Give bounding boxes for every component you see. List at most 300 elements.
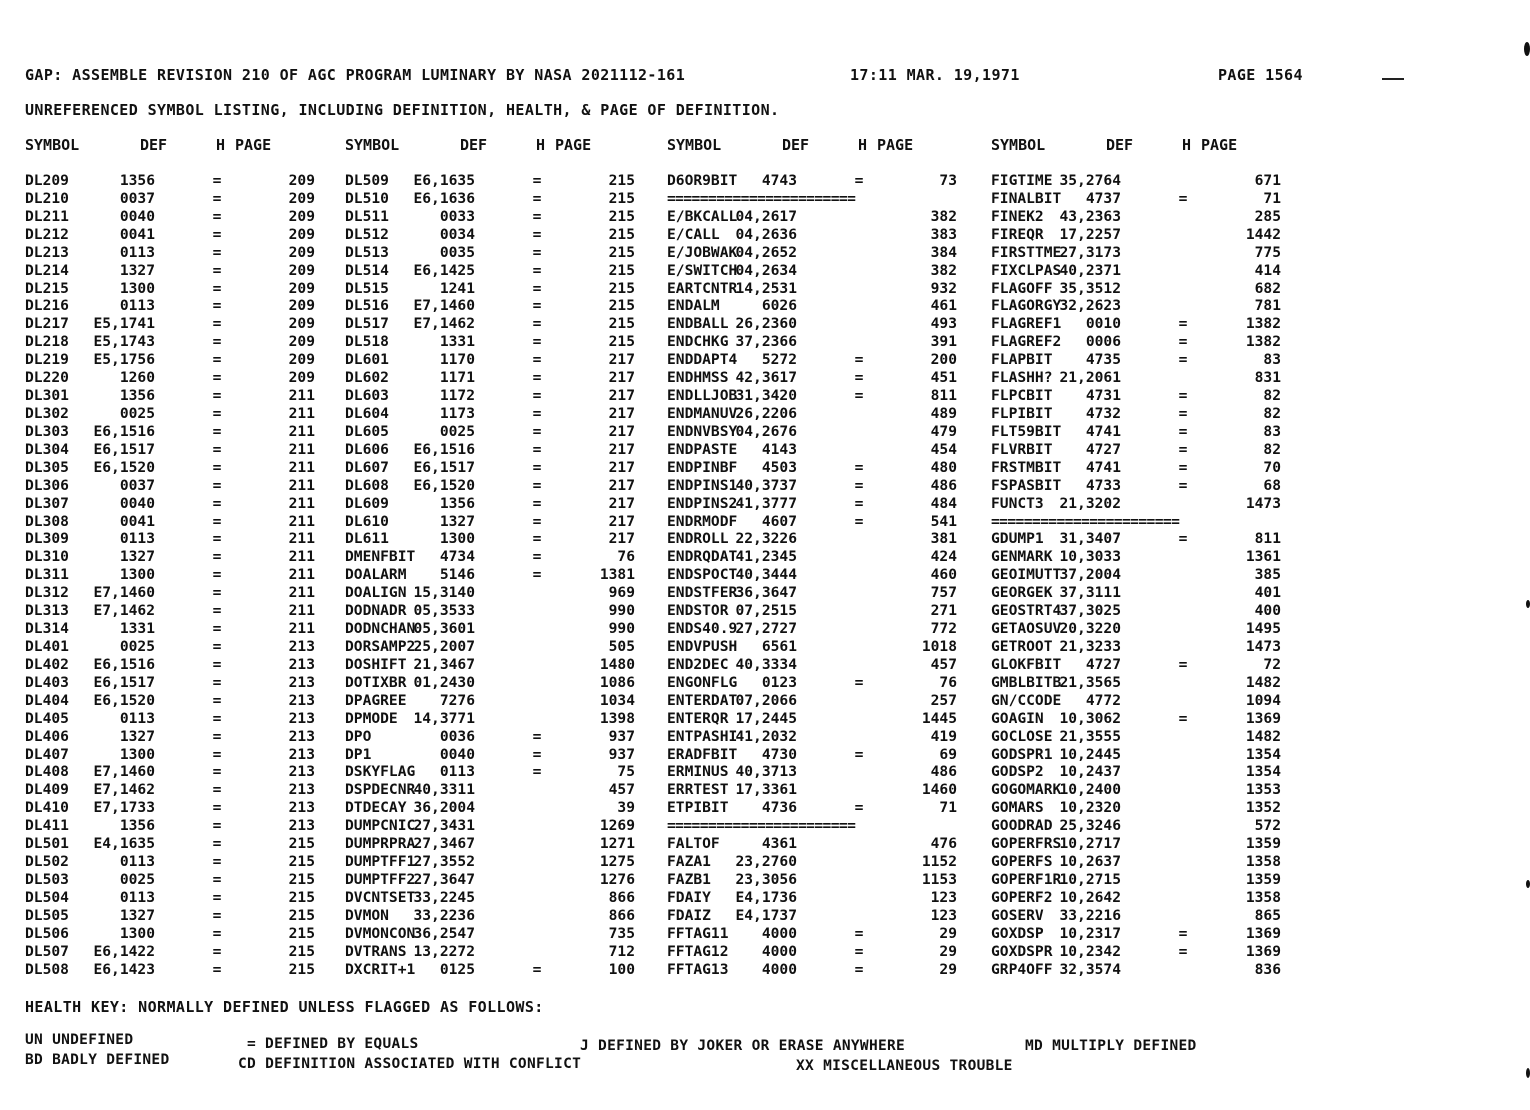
- page-ref: 457: [608, 781, 635, 799]
- symbol-column-2: [345, 172, 645, 978]
- definition-value: 6026: [761, 297, 797, 315]
- definition-value: 4735: [1085, 351, 1121, 369]
- definition-value: 20,3220: [1059, 620, 1121, 638]
- listing-timestamp: 17:11 MAR. 19,1971: [850, 66, 1020, 84]
- symbol-name: DL304: [25, 440, 69, 458]
- definition-value: E7,1462: [413, 315, 475, 333]
- symbol-name: FLPIBIT: [991, 404, 1053, 422]
- table-row: [991, 208, 1291, 226]
- health-flag: =: [1178, 422, 1188, 440]
- table-row: [25, 674, 325, 692]
- table-row: [667, 853, 967, 871]
- definition-value: 0123: [761, 673, 797, 691]
- symbol-name: FIREQR: [991, 225, 1044, 243]
- scan-mark: [1526, 600, 1530, 608]
- symbol-name: DL602: [345, 369, 389, 387]
- health-flag: =: [854, 172, 864, 189]
- table-row: [667, 889, 967, 907]
- health-flag: =: [532, 172, 542, 189]
- health-flag: =: [212, 172, 222, 189]
- definition-value: 10,2637: [1059, 853, 1121, 871]
- health-flag: =: [212, 602, 222, 620]
- table-row: [25, 172, 325, 190]
- symbol-name: DL510: [345, 189, 389, 207]
- health-flag: =: [1178, 655, 1188, 673]
- health-flag: =: [212, 763, 222, 781]
- definition-value: 41,3777: [735, 494, 797, 512]
- symbol-name: GOODRAD: [991, 817, 1053, 835]
- symbol-name: DL604: [345, 404, 389, 422]
- health-flag: =: [854, 476, 864, 494]
- table-row: [345, 602, 645, 620]
- page-ref: 211: [288, 404, 315, 422]
- definition-value: E4,1736: [735, 888, 797, 906]
- health-flag: =: [532, 351, 542, 369]
- definition-value: 10,2445: [1059, 745, 1121, 763]
- definition-value: 43,2363: [1059, 207, 1121, 225]
- page-ref: 209: [288, 207, 315, 225]
- symbol-name: DL402: [25, 655, 69, 673]
- definition-value: E7,1733: [93, 799, 155, 817]
- table-row: [667, 495, 967, 513]
- table-row: [667, 925, 967, 943]
- definition-value: 4727: [1085, 655, 1121, 673]
- page-ref: 391: [930, 333, 957, 351]
- table-row: [667, 835, 967, 853]
- table-row: [345, 692, 645, 710]
- table-row: [991, 763, 1291, 781]
- symbol-name: DL501: [25, 835, 69, 853]
- symbol-name: DL610: [345, 512, 389, 530]
- definition-value: 04,2634: [735, 261, 797, 279]
- page-ref: 937: [608, 745, 635, 763]
- symbol-name: E/BKCALL: [667, 207, 738, 225]
- page-ref: 1495: [1245, 620, 1281, 638]
- table-row: [667, 907, 967, 925]
- symbol-name: DL311: [25, 566, 69, 584]
- page-ref: 211: [288, 530, 315, 548]
- page-ref: 215: [608, 261, 635, 279]
- symbol-name: ENTERQR: [667, 709, 729, 727]
- definition-value: E6,1517: [413, 458, 475, 476]
- symbol-name: GOPERF1R: [991, 870, 1062, 888]
- definition-value: 1356: [119, 817, 155, 835]
- table-row: [25, 961, 325, 979]
- page-ref: 1086: [599, 673, 635, 691]
- definition-value: 23,3056: [735, 870, 797, 888]
- page-ref: 209: [288, 243, 315, 261]
- column-header-3: [667, 136, 967, 156]
- table-row: [667, 459, 967, 477]
- health-flag: =: [212, 476, 222, 494]
- page-ref: 1473: [1245, 494, 1281, 512]
- symbol-name: ENDSTOR: [667, 602, 729, 620]
- page-ref: 1354: [1245, 745, 1281, 763]
- page-ref: 209: [288, 189, 315, 207]
- scan-mark: [1526, 880, 1530, 888]
- symbol-name: FLAGORGY: [991, 297, 1062, 315]
- table-row: [667, 333, 967, 351]
- page-ref: 451: [930, 369, 957, 387]
- definition-value: 21,3565: [1059, 673, 1121, 691]
- health-flag: =: [212, 817, 222, 835]
- table-row: [667, 548, 967, 566]
- definition-value: 4732: [1085, 404, 1121, 422]
- symbol-name: FLT59BIT: [991, 422, 1062, 440]
- definition-value: 37,3025: [1059, 602, 1121, 620]
- table-row: [991, 459, 1291, 477]
- page-ref: 211: [288, 494, 315, 512]
- definition-value: 0125: [439, 960, 475, 978]
- symbol-name: ENDDAPT4: [667, 351, 738, 369]
- page-ref: 1358: [1245, 888, 1281, 906]
- symbol-name: GLOKFBIT: [991, 655, 1062, 673]
- symbol-name: DL504: [25, 888, 69, 906]
- table-row: [25, 459, 325, 477]
- page-ref: 1482: [1245, 727, 1281, 745]
- page-ref: 211: [288, 566, 315, 584]
- definition-value: 36,2004: [413, 799, 475, 817]
- symbol-name: FLPCBIT: [991, 387, 1053, 405]
- page-ref: 572: [1254, 817, 1281, 835]
- symbol-name: DP1: [345, 745, 372, 763]
- health-flag: =: [212, 315, 222, 333]
- definition-value: 4727: [1085, 440, 1121, 458]
- health-flag: =: [854, 494, 864, 512]
- definition-value: 36,2547: [413, 924, 475, 942]
- table-row: [667, 656, 967, 674]
- table-row: [991, 871, 1291, 889]
- page-ref: 211: [288, 620, 315, 638]
- page-ref: 29: [939, 960, 957, 978]
- table-row: [667, 674, 967, 692]
- page-ref: 1460: [921, 781, 957, 799]
- symbol-name: DL306: [25, 476, 69, 494]
- header-page: PAGE: [877, 136, 914, 154]
- symbol-name: DL303: [25, 422, 69, 440]
- table-row: [991, 190, 1291, 208]
- definition-value: 1327: [119, 548, 155, 566]
- symbol-name: DVCNTSET: [345, 888, 416, 906]
- health-flag: =: [532, 512, 542, 530]
- table-row: [25, 351, 325, 369]
- table-row: [991, 835, 1291, 853]
- header-h: H: [1182, 136, 1192, 154]
- health-flag: =: [532, 476, 542, 494]
- table-row: [25, 530, 325, 548]
- definition-value: E6,1635: [413, 172, 475, 189]
- symbol-name: ENDCHKG: [667, 333, 729, 351]
- page-ref: 775: [1254, 243, 1281, 261]
- table-row: [25, 315, 325, 333]
- table-row: [667, 530, 967, 548]
- definition-value: E4,1635: [93, 835, 155, 853]
- symbol-name: ERADFBIT: [667, 745, 738, 763]
- symbol-name: GOAGIN: [991, 709, 1044, 727]
- table-row: [345, 961, 645, 979]
- page-ref: 1276: [599, 870, 635, 888]
- health-flag: =: [212, 673, 222, 691]
- table-row: [25, 620, 325, 638]
- page-ref: 209: [288, 351, 315, 369]
- definition-value: 1327: [439, 512, 475, 530]
- symbol-name: DL209: [25, 172, 69, 189]
- definition-value: 10,3062: [1059, 709, 1121, 727]
- definition-value: 40,3713: [735, 763, 797, 781]
- table-row: [345, 387, 645, 405]
- definition-value: 35,3512: [1059, 279, 1121, 297]
- definition-value: 0006: [1085, 333, 1121, 351]
- page-ref: 69: [939, 745, 957, 763]
- symbol-name: DSKYFLAG: [345, 763, 416, 781]
- page-ref: 217: [608, 476, 635, 494]
- table-row: [25, 889, 325, 907]
- page-ref: 457: [930, 655, 957, 673]
- page-ref: 865: [1254, 906, 1281, 924]
- table-row: [25, 728, 325, 746]
- table-row: [345, 925, 645, 943]
- symbol-name: ENDPASTE: [667, 440, 738, 458]
- page-ref: 382: [930, 261, 957, 279]
- table-row: [345, 548, 645, 566]
- page-ref: 209: [288, 261, 315, 279]
- header-symbol: SYMBOL: [667, 136, 722, 154]
- definition-value: 1300: [119, 279, 155, 297]
- health-flag: =: [532, 494, 542, 512]
- definition-value: 31,3420: [735, 387, 797, 405]
- health-flag: =: [212, 906, 222, 924]
- symbol-name: GOPERFS: [991, 853, 1053, 871]
- symbol-name: GOXDSP: [991, 924, 1044, 942]
- symbol-name: FLAPBIT: [991, 351, 1053, 369]
- table-row: [991, 656, 1291, 674]
- symbol-name: ETPIBIT: [667, 799, 729, 817]
- symbol-name: DL219: [25, 351, 69, 369]
- page-ref: 1018: [921, 637, 957, 655]
- page-ref: 211: [288, 602, 315, 620]
- symbol-name: ENDPINS2: [667, 494, 738, 512]
- page-ref: 257: [930, 691, 957, 709]
- symbol-name: GOPERF2: [991, 888, 1053, 906]
- definition-value: 10,2437: [1059, 763, 1121, 781]
- page-ref: 215: [288, 942, 315, 960]
- symbol-name: DSPDECNR: [345, 781, 416, 799]
- definition-value: E6,1516: [93, 422, 155, 440]
- symbol-name: GEORGEK: [991, 584, 1053, 602]
- symbol-name: DL407: [25, 745, 69, 763]
- definition-value: E6,1516: [93, 655, 155, 673]
- page-ref: 1382: [1245, 333, 1281, 351]
- definition-value: 04,2636: [735, 225, 797, 243]
- page-ref: 213: [288, 781, 315, 799]
- health-key-md: MD MULTIPLY DEFINED: [1025, 1038, 1197, 1054]
- page-ref: 1445: [921, 709, 957, 727]
- health-flag: =: [1178, 315, 1188, 333]
- health-flag: =: [212, 960, 222, 978]
- health-key-un: UN UNDEFINED: [25, 1032, 134, 1048]
- health-flag: =: [212, 333, 222, 351]
- symbol-name: DL513: [345, 243, 389, 261]
- symbol-name: DL410: [25, 799, 69, 817]
- definition-value: 27,3431: [413, 817, 475, 835]
- definition-value: 05,3533: [413, 602, 475, 620]
- table-row: [345, 297, 645, 315]
- symbol-name: ERRTEST: [667, 781, 729, 799]
- definition-value: 1300: [439, 530, 475, 548]
- separator-line: =======================: [991, 512, 1180, 530]
- definition-value: 17,2257: [1059, 225, 1121, 243]
- definition-value: 10,2317: [1059, 924, 1121, 942]
- definition-value: 0041: [119, 512, 155, 530]
- definition-value: 27,3173: [1059, 243, 1121, 261]
- table-row: [25, 548, 325, 566]
- health-flag: =: [532, 369, 542, 387]
- symbol-name: D6OR9BIT: [667, 172, 738, 189]
- symbol-name: DL516: [345, 297, 389, 315]
- table-row: [991, 477, 1291, 495]
- symbol-name: DL408: [25, 763, 69, 781]
- table-row: [345, 190, 645, 208]
- health-flag: =: [212, 799, 222, 817]
- symbol-name: DL509: [345, 172, 389, 189]
- symbol-name: DL409: [25, 781, 69, 799]
- definition-value: 0113: [119, 297, 155, 315]
- table-row: [667, 871, 967, 889]
- definition-value: 0040: [119, 494, 155, 512]
- table-row: [345, 333, 645, 351]
- table-row: [345, 441, 645, 459]
- table-row: [667, 638, 967, 656]
- page-ref: 211: [288, 440, 315, 458]
- symbol-name: DODNCHAN: [345, 620, 416, 638]
- table-row: [345, 763, 645, 781]
- health-flag: =: [532, 387, 542, 405]
- table-row: [25, 441, 325, 459]
- symbol-name: DVMONCON: [345, 924, 416, 942]
- symbol-name: DL607: [345, 458, 389, 476]
- page-ref: 213: [288, 637, 315, 655]
- symbol-name: DODNADR: [345, 602, 407, 620]
- symbol-name: ENDPINS1: [667, 476, 738, 494]
- table-row: [991, 423, 1291, 441]
- symbol-name: DMENFBIT: [345, 548, 416, 566]
- header-symbol: SYMBOL: [25, 136, 80, 154]
- page-ref: 1352: [1245, 799, 1281, 817]
- health-flag: =: [854, 458, 864, 476]
- symbol-name: FDAIZ: [667, 906, 711, 924]
- symbol-name: DL302: [25, 404, 69, 422]
- symbol-name: DL512: [345, 225, 389, 243]
- symbol-column-4: [991, 172, 1291, 978]
- table-row: [25, 405, 325, 423]
- symbol-name: DUMPTFF2: [345, 870, 416, 888]
- symbol-name: FAZA1: [667, 853, 711, 871]
- definition-value: 4772: [1085, 691, 1121, 709]
- definition-value: 17,3361: [735, 781, 797, 799]
- page-ref: 1152: [921, 853, 957, 871]
- page-ref: 213: [288, 745, 315, 763]
- table-row: [25, 763, 325, 781]
- definition-value: 0040: [119, 207, 155, 225]
- definition-value: 32,2623: [1059, 297, 1121, 315]
- symbol-name: ENDVPUSH: [667, 637, 738, 655]
- health-flag: =: [532, 404, 542, 422]
- health-flag: =: [212, 512, 222, 530]
- definition-value: 05,3601: [413, 620, 475, 638]
- symbol-name: GETAOSUV: [991, 620, 1062, 638]
- symbol-name: FFTAG13: [667, 960, 729, 978]
- page-ref: 215: [288, 835, 315, 853]
- definition-value: 13,2272: [413, 942, 475, 960]
- symbol-name: DL313: [25, 602, 69, 620]
- table-row: [991, 405, 1291, 423]
- symbol-name: FLAGREF2: [991, 333, 1062, 351]
- table-row: [991, 297, 1291, 315]
- page-ref: 1269: [599, 817, 635, 835]
- symbol-name: E/JOBWAK: [667, 243, 738, 261]
- page-ref: 215: [608, 225, 635, 243]
- definition-value: 4730: [761, 745, 797, 763]
- symbol-name: ENDSTFER: [667, 584, 738, 602]
- health-flag: =: [212, 781, 222, 799]
- page-ref: 123: [930, 888, 957, 906]
- definition-value: 27,3552: [413, 853, 475, 871]
- page-ref: 424: [930, 548, 957, 566]
- table-row: [667, 441, 967, 459]
- symbol-name: ENDPINBF: [667, 458, 738, 476]
- table-row: [25, 746, 325, 764]
- symbol-name: DL517: [345, 315, 389, 333]
- definition-value: 41,2032: [735, 727, 797, 745]
- definition-value: 1356: [119, 387, 155, 405]
- definition-value: 0037: [119, 476, 155, 494]
- definition-value: 7276: [439, 691, 475, 709]
- health-flag: =: [532, 566, 542, 584]
- definition-value: 0010: [1085, 315, 1121, 333]
- column-header-4: [991, 136, 1291, 156]
- page-ref: 213: [288, 799, 315, 817]
- table-row: [667, 351, 967, 369]
- health-flag: =: [532, 279, 542, 297]
- health-flag: =: [212, 279, 222, 297]
- header-symbol: SYMBOL: [991, 136, 1046, 154]
- page-ref: 215: [288, 853, 315, 871]
- table-row: [25, 369, 325, 387]
- symbol-name: DVTRANS: [345, 942, 407, 960]
- health-flag: =: [532, 207, 542, 225]
- page-ref: 682: [1254, 279, 1281, 297]
- scan-mark: [1382, 78, 1404, 80]
- definition-value: 14,3771: [413, 709, 475, 727]
- table-row: [667, 262, 967, 280]
- table-row: [667, 387, 967, 405]
- header-symbol: SYMBOL: [345, 136, 400, 154]
- health-flag: =: [1178, 404, 1188, 422]
- table-row: [991, 530, 1291, 548]
- health-flag: =: [212, 458, 222, 476]
- page-ref: 781: [1254, 297, 1281, 315]
- definition-value: 26,2206: [735, 404, 797, 422]
- definition-value: 4736: [761, 799, 797, 817]
- health-flag: =: [212, 745, 222, 763]
- definition-value: 0036: [439, 727, 475, 745]
- definition-value: 0113: [119, 709, 155, 727]
- table-row: [345, 459, 645, 477]
- symbol-name: FUNCT3: [991, 494, 1044, 512]
- symbol-name: GODSP2: [991, 763, 1044, 781]
- symbol-name: DL307: [25, 494, 69, 512]
- table-row: [667, 190, 967, 208]
